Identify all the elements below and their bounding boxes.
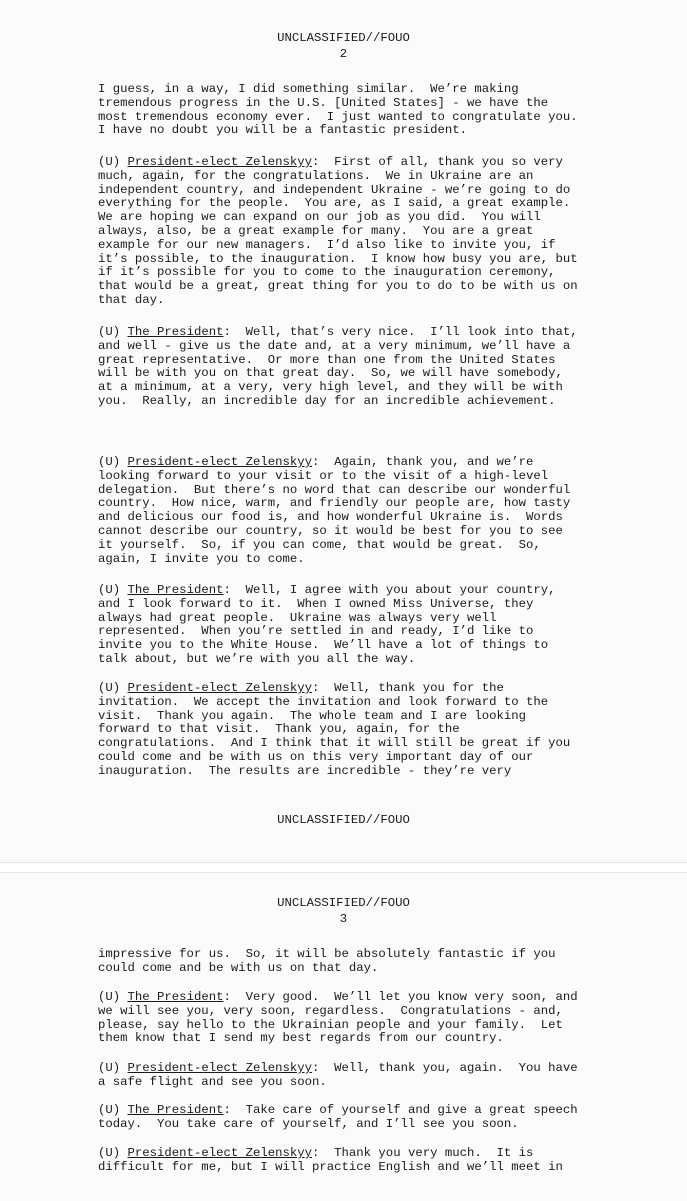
- transcript-paragraph: [98, 456, 598, 566]
- classification-portion-marking: (U): [98, 1103, 128, 1117]
- line-text: : Well, I agree with you about your country,: [223, 583, 556, 597]
- page-number: 2: [339, 47, 348, 61]
- text-line: country. How nice, warm, and friendly our people are, how tasty: [98, 496, 571, 511]
- line-text: : First of all, thank you so very: [312, 155, 563, 169]
- text-line: [98, 1104, 598, 1118]
- text-line: them know that I send my best regards from our country.: [98, 1031, 504, 1046]
- text-line: [98, 1062, 598, 1076]
- text-line: example for our new managers. I’d also like to invite you, if: [98, 237, 556, 252]
- transcript-paragraph: [98, 584, 598, 667]
- speaker-name: The President: [127, 990, 224, 1004]
- text-line: [98, 584, 598, 598]
- transcript-paragraph: [98, 991, 598, 1046]
- line-text: : Very good. We’ll let you know very soon, and: [223, 990, 578, 1004]
- classification-portion-marking: (U): [98, 990, 128, 1004]
- speaker-name: The President: [127, 325, 224, 339]
- text-line: represented. When you’re settled in and ready, I’d like to: [98, 624, 534, 639]
- transcript-paragraph: [98, 1147, 598, 1175]
- text-line: [98, 156, 598, 170]
- line-text: : Well, thank you for the: [312, 681, 504, 695]
- text-line: most tremendous economy ever. I just wanted to congratulate you.: [98, 109, 578, 124]
- classification-marking-bottom: UNCLASSIFIED//FOUO: [277, 813, 410, 827]
- text-line: and I look forward to it. When I owned Miss Universe, they: [98, 596, 534, 611]
- text-line: everything for the people. You are, as I said, a great example.: [98, 196, 571, 211]
- text-line: [98, 1147, 598, 1161]
- text-line: we will see you, very soon, regardless. Congratulations - and,: [98, 1003, 563, 1018]
- line-text: : Well, that’s very nice. I’ll look into that,: [223, 325, 578, 339]
- classification-portion-marking: (U): [98, 1061, 128, 1075]
- text-line: [98, 682, 598, 696]
- text-line: looking forward to your visit or to the visit of a high-level: [98, 468, 549, 483]
- transcript-paragraph: [98, 83, 598, 138]
- transcript-paragraph: [98, 326, 598, 409]
- line-text: : Well, thank you, again. You have: [312, 1061, 578, 1075]
- classification-portion-marking: (U): [98, 455, 128, 469]
- speaker-name: President-elect Zelenskyy: [127, 1061, 313, 1075]
- text-line: much, again, for the congratulations. We in Ukraine are an: [98, 168, 534, 183]
- text-line: if it’s possible for you to come to the inauguration ceremony,: [98, 265, 556, 280]
- classification-portion-marking: (U): [98, 583, 128, 597]
- text-line: it yourself. So, if you can come, that would be great. So,: [98, 537, 541, 552]
- text-line: congratulations. And I think that it will still be great if you: [98, 736, 571, 751]
- text-line: independent country, and independent Ukraine - we’re going to do: [98, 182, 571, 197]
- transcript-paragraph: [98, 1062, 598, 1090]
- text-line: cannot describe our country, so it would be best for you to see: [98, 523, 563, 538]
- text-line: could come and be with us on this very important day of our: [98, 749, 534, 764]
- text-line: again, I invite you to come.: [98, 551, 305, 566]
- speaker-name: President-elect Zelenskyy: [127, 155, 313, 169]
- page-header: [0, 30, 687, 62]
- text-line: talk about, but we’re with you all the way.: [98, 651, 416, 666]
- text-line: you. Really, an incredible day for an incredible achievement.: [98, 393, 556, 408]
- text-line: [98, 456, 598, 470]
- speaker-name: The President: [127, 1103, 224, 1117]
- text-line: inauguration. The results are incredible - they’re very: [98, 763, 512, 778]
- text-line: I have no doubt you will be a fantastic president.: [98, 123, 467, 138]
- text-line: invitation. We accept the invitation and look forward to the: [98, 694, 549, 709]
- text-line: that day.: [98, 292, 165, 307]
- line-text: : Thank you very much. It is: [312, 1146, 534, 1160]
- line-text: : Again, thank you, and we’re: [312, 455, 534, 469]
- text-line: difficult for me, but I will practice English and we’ll meet in: [98, 1159, 563, 1174]
- text-line: [98, 326, 598, 340]
- page-3: [0, 872, 687, 1201]
- text-line: it’s possible, to the inauguration. I know how busy you are, but: [98, 251, 578, 266]
- text-line: impressive for us. So, it will be absolutely fantastic if you: [98, 947, 556, 961]
- text-line: always, also, be a great example for many. You are a great: [98, 223, 534, 238]
- text-line: tremendous progress in the U.S. [United States] - we have the: [98, 95, 549, 110]
- transcript-paragraph: [98, 682, 598, 779]
- classification-portion-marking: (U): [98, 155, 128, 169]
- classification-portion-marking: (U): [98, 681, 128, 695]
- text-line: We are hoping we can expand on our job as you did. You will: [98, 210, 541, 225]
- classification-portion-marking: (U): [98, 1146, 128, 1160]
- text-line: please, say hello to the Ukrainian people and your family. Let: [98, 1017, 563, 1032]
- text-line: a safe flight and see you soon.: [98, 1074, 327, 1089]
- page-header: [0, 895, 687, 927]
- text-line: visit. Thank you again. The whole team and I are looking: [98, 708, 527, 723]
- speaker-name: President-elect Zelenskyy: [127, 455, 313, 469]
- classification-marking-top: UNCLASSIFIED//FOUO: [277, 31, 410, 45]
- text-line: I guess, in a way, I did something similar. We’re making: [98, 82, 519, 96]
- speaker-name: President-elect Zelenskyy: [127, 681, 313, 695]
- text-line: always had great people. Ukraine was always very well: [98, 610, 497, 625]
- text-line: could come and be with us on that day.: [98, 960, 379, 975]
- text-line: that would be a great, great thing for you to do to be with us on: [98, 279, 578, 294]
- text-line: at a minimum, at a very, very high level, and they will be with: [98, 380, 563, 395]
- speaker-name: President-elect Zelenskyy: [127, 1146, 313, 1160]
- text-line: and well - give us the date and, at a very minimum, we’ll have a: [98, 338, 571, 353]
- text-line: today. You take care of yourself, and I’ll see you soon.: [98, 1116, 519, 1131]
- text-line: [98, 991, 598, 1005]
- text-line: delegation. But there’s no word that can describe our wonderful: [98, 482, 571, 497]
- line-text: : Take care of yourself and give a great speech: [223, 1103, 578, 1117]
- text-line: forward to that visit. Thank you, again, for the: [98, 722, 460, 737]
- text-line: invite you to the White House. We’ll have a lot of things to: [98, 638, 549, 653]
- text-line: will be with you on that great day. So, we will have somebody,: [98, 366, 563, 381]
- classification-portion-marking: (U): [98, 325, 128, 339]
- page-number: 3: [339, 912, 348, 926]
- transcript-paragraph: [98, 156, 598, 308]
- transcript-paragraph: [98, 948, 598, 976]
- transcript-paragraph: [98, 1104, 598, 1132]
- text-line: and delicious our food is, and how wonderful Ukraine is. Words: [98, 510, 563, 525]
- text-line: great representative. Or more than one from the United States: [98, 352, 556, 367]
- classification-marking-top: UNCLASSIFIED//FOUO: [277, 896, 410, 910]
- speaker-name: The President: [127, 583, 224, 597]
